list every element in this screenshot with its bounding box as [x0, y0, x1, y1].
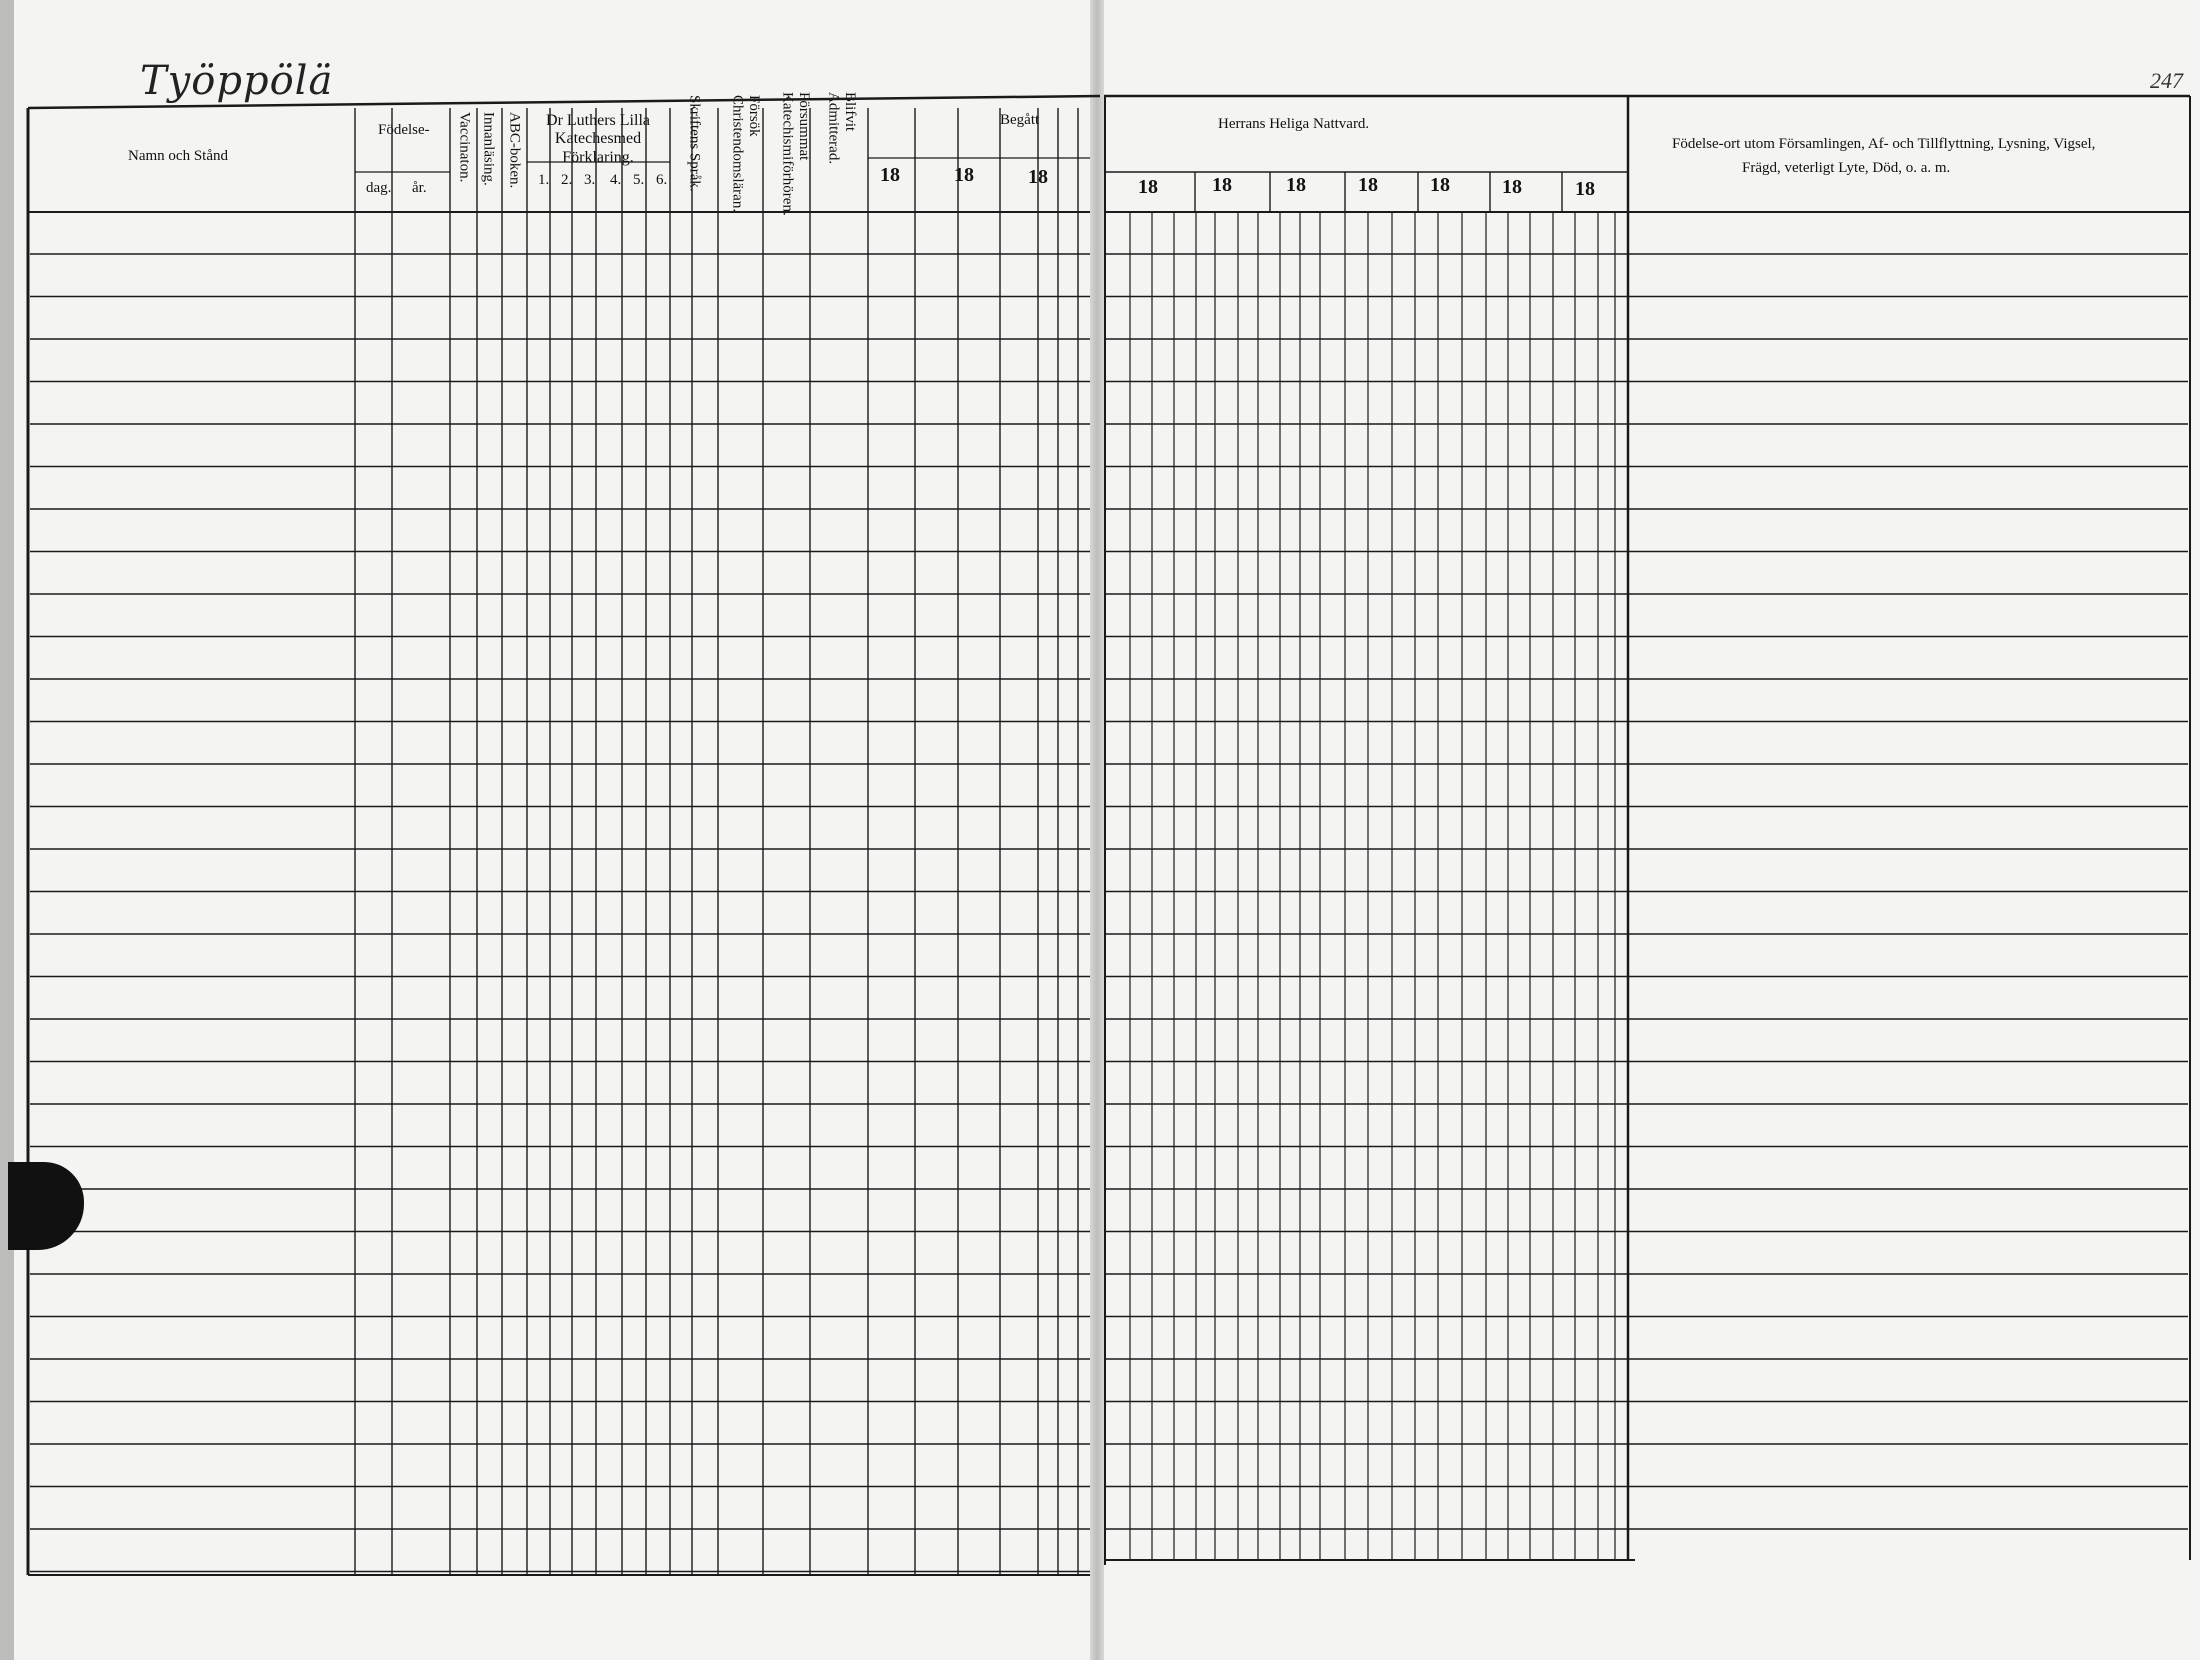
communion-year-1: 18 — [1138, 176, 1158, 198]
communion-year-3: 18 — [1286, 174, 1306, 196]
luther-part-3: 3. — [584, 172, 596, 188]
header-name: Namn och Stånd — [128, 148, 228, 164]
header-admitted: Blifvit Admitterad. — [825, 92, 858, 165]
header-reading: Innanläsing. — [480, 112, 497, 186]
luther-part-6: 6. — [656, 172, 668, 188]
header-forsok: Försök Christendomsläran. — [729, 95, 762, 213]
top-border — [28, 96, 1100, 108]
communion-year-6: 18 — [1502, 176, 1522, 198]
luther-part-5: 5. — [633, 172, 645, 188]
luther-part-1: 1. — [538, 172, 550, 188]
header-birth-day: dag. — [366, 180, 392, 196]
header-birth-year: år. — [412, 180, 427, 196]
begatt-year-3: 18 — [1028, 166, 1048, 188]
communion-year-5: 18 — [1430, 174, 1450, 196]
luther-part-4: 4. — [610, 172, 622, 188]
header-communion: Herrans Heliga Nattvard. — [1218, 116, 1370, 132]
header-scripture: Skriftens Språk. — [686, 95, 703, 192]
header-abc: ABC-boken. — [506, 112, 523, 189]
header-luther: Dr Luthers Lilla Katechesmed Förklaring. — [546, 112, 650, 166]
handwritten-title: Työppölä — [140, 58, 334, 104]
notes-header-line1: Födelse-ort utom Församlingen, Af- och Tillflyttning, Lysning, Vigsel, — [1672, 136, 2096, 152]
header-catechism: Försummat Katechismiförhören. — [779, 92, 812, 216]
communion-year-4: 18 — [1358, 174, 1378, 196]
begatt-year-2: 18 — [954, 164, 974, 186]
begatt-year-1: 18 — [880, 164, 900, 186]
luther-part-2: 2. — [561, 172, 573, 188]
header-birth: Födelse- — [378, 122, 430, 138]
communion-year-7: 18 — [1575, 178, 1595, 200]
header-begatt: Begått — [1000, 112, 1040, 128]
notes-header-line2: Frägd, veterligt Lyte, Död, o. a. m. — [1742, 160, 1951, 176]
header-vaccination: Vaccinaton. — [456, 112, 473, 183]
communion-year-2: 18 — [1212, 174, 1232, 196]
page-number: 247 — [2150, 68, 2183, 93]
